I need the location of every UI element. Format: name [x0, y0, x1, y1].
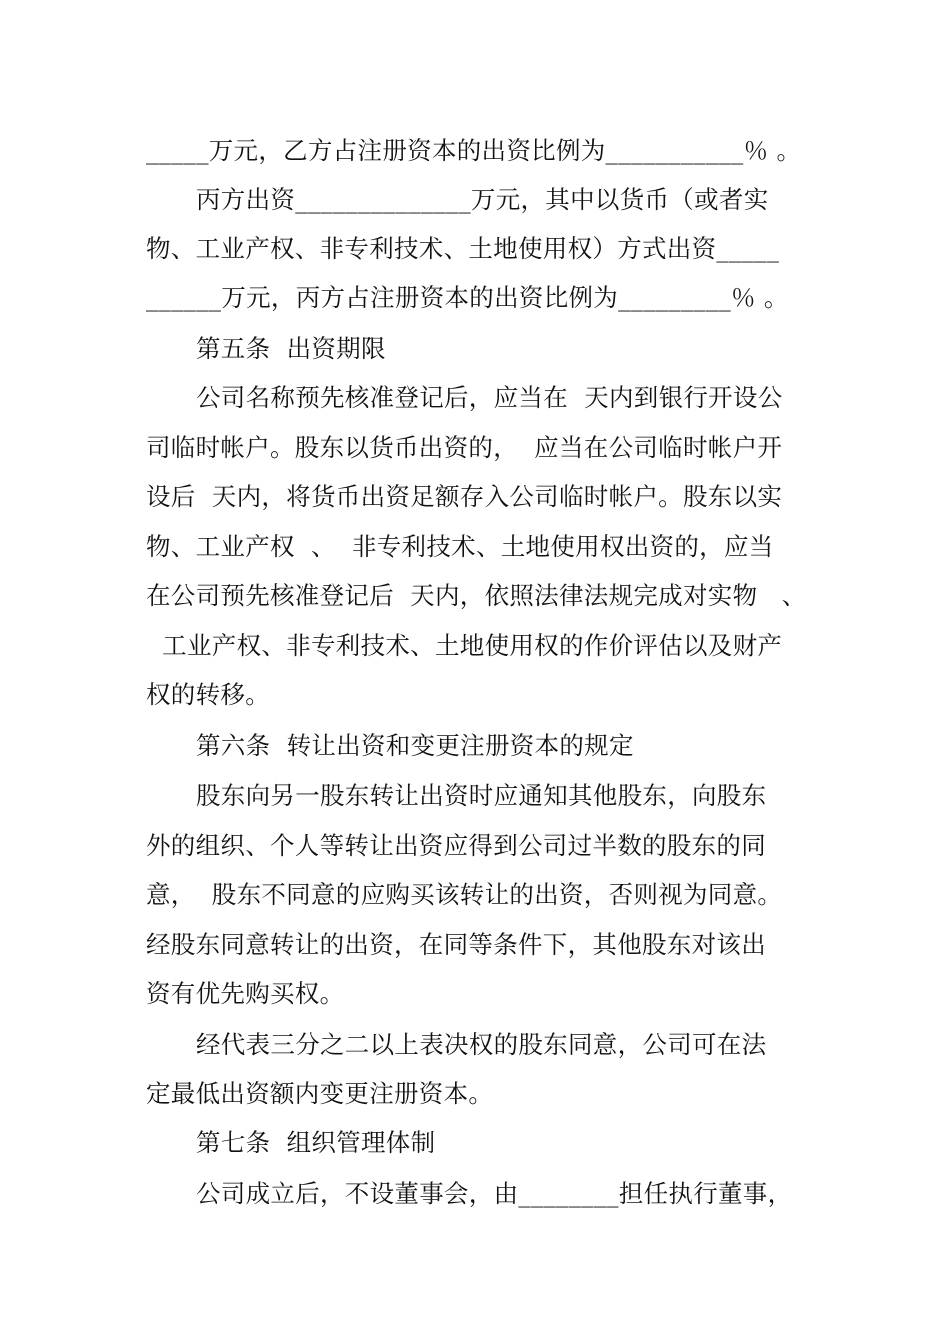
text-line: 定最低出资额内变更注册资本。	[146, 1079, 494, 1108]
section-heading: 第六条 转让出资和变更注册资本的规定	[196, 731, 634, 760]
section-heading: 第七条 组织管理体制	[196, 1128, 436, 1157]
text-line: 公司成立后，不设董事会，由________担任执行董事，	[196, 1179, 793, 1208]
text-line: 丙方出资______________万元，其中以货币（或者实	[196, 185, 769, 214]
text-line: 公司名称预先核准登记后，应当在 天内到银行开设公	[196, 383, 783, 412]
text-line: 物、工业产权 、 非专利技术、土地使用权出资的，应当	[146, 532, 774, 561]
text-line: 司临时帐户。股东以货币出资的， 应当在公司临时帐户开	[146, 433, 783, 462]
text-line: 在公司预先核准登记后 天内，依照法律法规完成对实物 、	[146, 581, 807, 610]
text-line: 物、工业产权、非专利技术、土地使用权）方式出资_____	[146, 234, 780, 263]
section-heading: 第五条 出资期限	[196, 334, 386, 363]
text-line: _____万元，乙方占注册资本的出资比例为___________％ 。	[146, 136, 802, 165]
text-line: 资有优先购买权。	[146, 979, 345, 1008]
text-line: 经股东同意转让的出资，在同等条件下，其他股东对该出	[146, 930, 766, 959]
text-line: 意， 股东不同意的应购买该转让的出资，否则视为同意。	[146, 880, 783, 909]
text-line: 经代表三分之二以上表决权的股东同意，公司可在法	[196, 1030, 767, 1059]
text-line: ______万元，丙方占注册资本的出资比例为_________％ 。	[146, 283, 789, 312]
text-line: 设后 天内，将货币出资足额存入公司临时帐户。股东以实	[146, 482, 783, 511]
text-line: 权的转移。	[146, 680, 270, 709]
text-line: 外的组织、个人等转让出资应得到公司过半数的股东的同	[146, 831, 766, 860]
text-line: 工业产权、非专利技术、土地使用权的作价评估以及财产	[146, 631, 783, 660]
text-line: 股东向另一股东转让出资时应通知其他股东，向股东	[196, 781, 767, 810]
